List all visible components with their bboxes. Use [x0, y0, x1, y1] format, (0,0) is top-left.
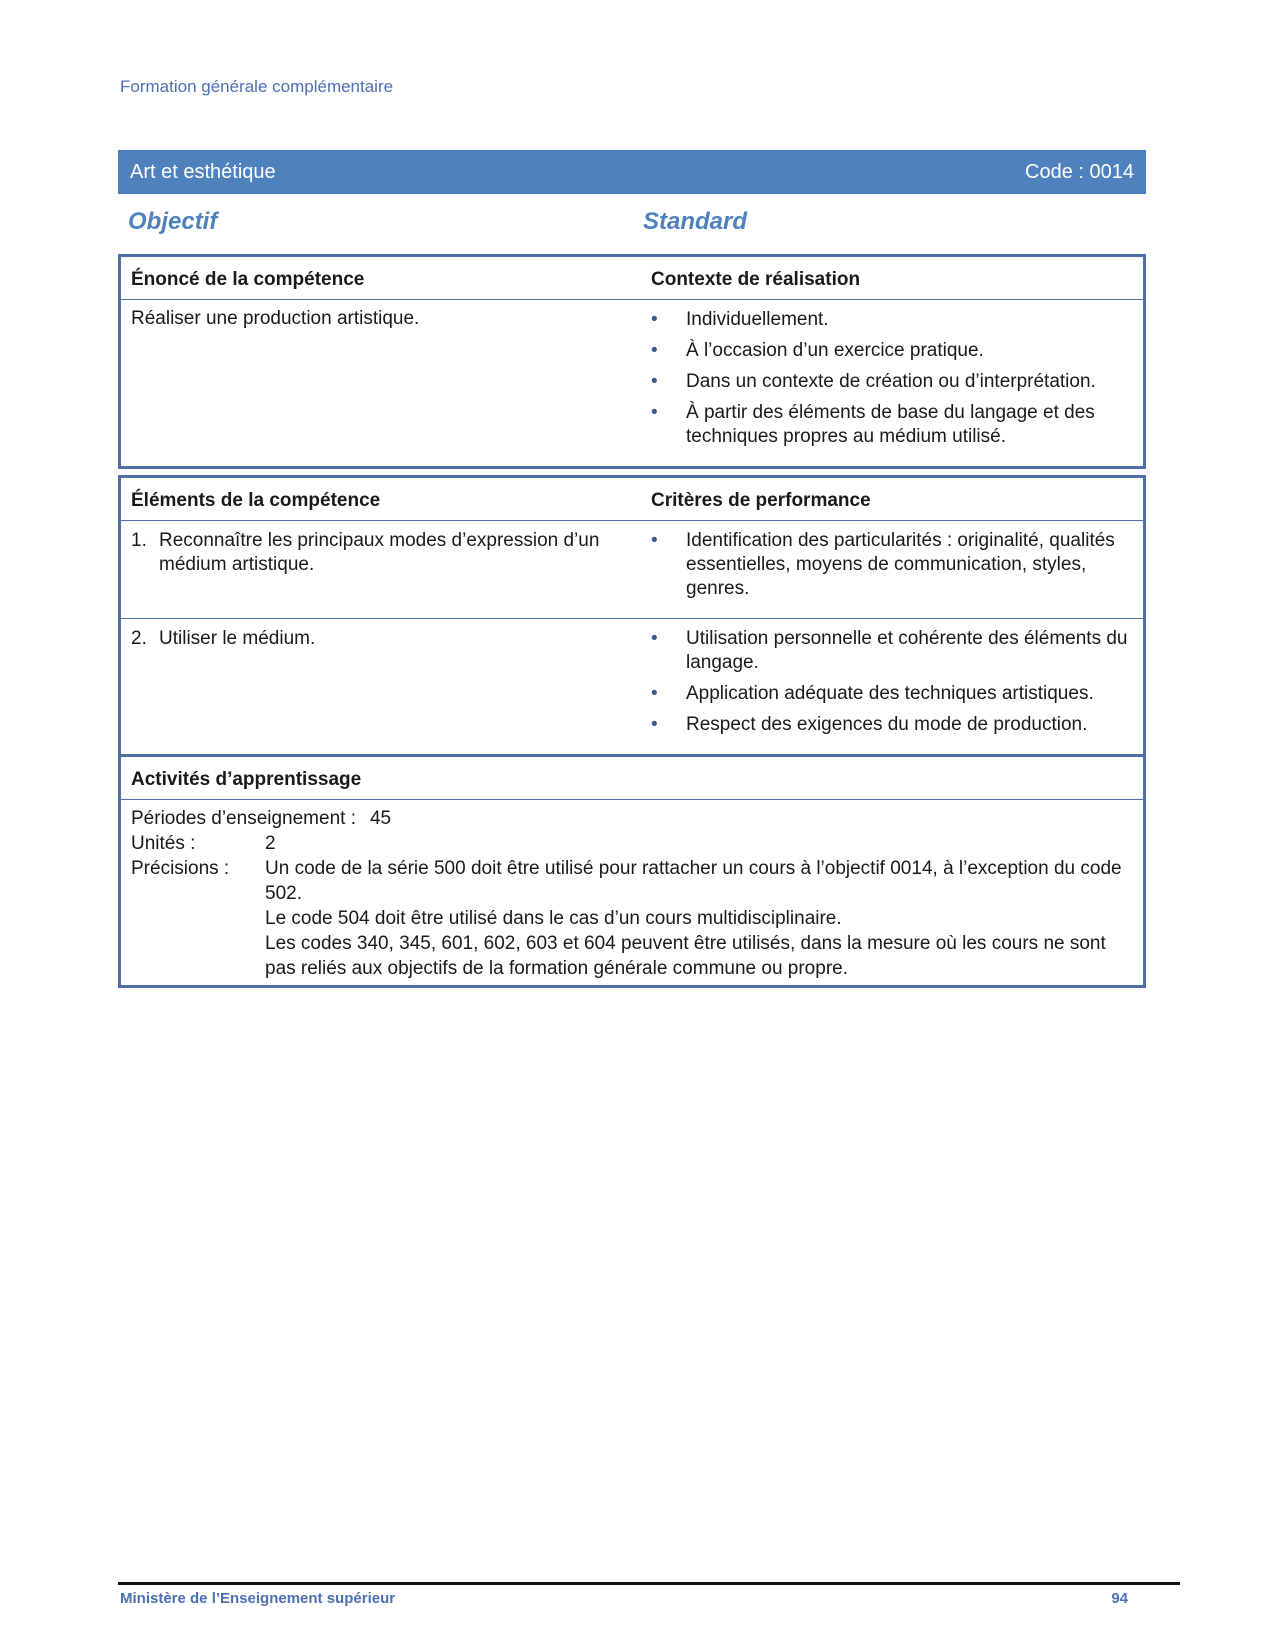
contexte-list [651, 308, 1133, 449]
criteria-cell [641, 521, 1145, 619]
precision-text: Le code 504 doit être utilisé dans le cas d’un cours multidisciplinaire. [265, 908, 842, 929]
elements-table [118, 475, 1146, 757]
list-item: • Utilisation personnelle et cohérente des éléments du langage. [651, 627, 1133, 675]
activities-box [118, 754, 1146, 988]
competence-table [118, 254, 1146, 469]
list-item: • À partir des éléments de base du langage et des techniques propres au médium utilisé. [651, 401, 1133, 449]
course-code: Code : 0014 [1025, 160, 1134, 183]
activities-heading: Activités d’apprentissage [121, 757, 1143, 800]
precisions-row [131, 856, 1133, 981]
column-headings [118, 208, 1146, 242]
page-number: 94 [1111, 1590, 1128, 1607]
list-item: • À l’occasion d’un exercice pratique. [651, 339, 1133, 363]
unites-value: 2 [265, 833, 276, 854]
running-header: Formation générale complémentaire [120, 77, 394, 96]
contexte-heading: Contexte de réalisation [641, 256, 1145, 300]
periodes-row [131, 806, 1133, 831]
criteria-list [651, 627, 1133, 737]
periodes-value: 45 [369, 808, 392, 829]
list-item: • Identification des particularités : originalité, qualités essentielles, moyens de communication, styles, genres. [651, 529, 1133, 601]
course-title: Art et esthétique [130, 160, 276, 183]
list-item: • Respect des exigences du mode de production. [651, 713, 1133, 737]
criteres-heading: Critères de performance [641, 477, 1145, 521]
page-footer [120, 1590, 1128, 1607]
list-item: • Application adéquate des techniques artistiques. [651, 682, 1133, 706]
course-title-bar [118, 150, 1146, 194]
list-item: • Dans un contexte de création ou d’interprétation. [651, 370, 1133, 394]
element-text: Utiliser le médium. [159, 628, 316, 649]
element-number: 2. [131, 628, 147, 649]
element-item [120, 521, 642, 619]
enonce-text: Réaliser une production artistique. [131, 308, 420, 329]
objectif-heading: Objectif [128, 208, 218, 235]
precision-text: Un code de la série 500 doit être utilisé pour rattacher un cours à l’objectif 0014, à l’exception du code 502. [265, 858, 1122, 904]
element-number: 1. [131, 530, 147, 551]
contexte-cell [641, 300, 1145, 468]
unites-label: Unités : [131, 833, 196, 854]
footer-ministry: Ministère de l’Enseignement supérieur [120, 1590, 396, 1607]
criteria-cell [641, 619, 1145, 756]
list-item: • Individuellement. [651, 308, 1133, 332]
standard-heading: Standard [643, 208, 748, 235]
elements-heading: Éléments de la compétence [120, 477, 642, 521]
criteria-list [651, 529, 1133, 601]
precision-text: Les codes 340, 345, 601, 602, 603 et 604 peuvent être utilisés, dans la mesure où les cours ne sont pas reliés aux objectifs de la formation générale commune ou propre. [265, 933, 1106, 979]
element-item [120, 619, 642, 756]
enonce-heading: Énoncé de la compétence [120, 256, 642, 300]
precisions-label: Précisions : [131, 858, 230, 879]
footer-rule [118, 1582, 1180, 1585]
element-text: Reconnaître les principaux modes d’expression d’un médium artistique. [159, 530, 600, 575]
unites-row [131, 831, 1133, 856]
periodes-label: Périodes d’enseignement : [131, 808, 356, 829]
